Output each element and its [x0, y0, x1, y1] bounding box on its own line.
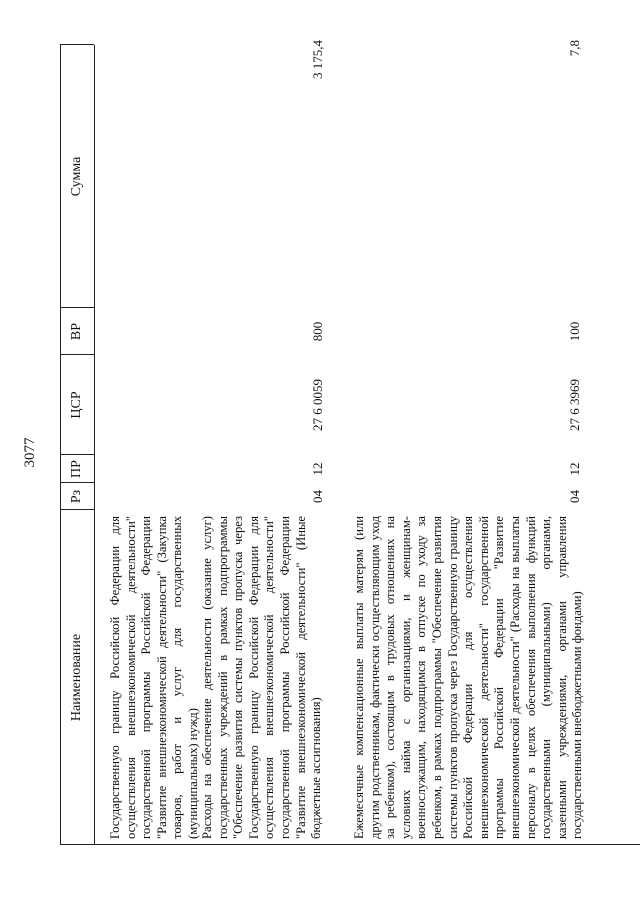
table-row-name: Ежемесячные компенсационные выплаты матерям (или другим родственникам, фактически осуществляющим уход за ребенком), состоящим в трудовых отношениях на условиях найма с организациями, и женщинам-военнослужащим, находящимся в отпуске по уходу за ребенком, в рамках подпрограммы "Обеспечение развития системы пунктов пропуска через Государственную границу Российской Федерации для осуществления внешнеэкономической деятельности" государственной программы Российской Федерации "Развитие внешнеэкономической деятельности" (Расходы на выплаты персоналу в целях обеспечения выполнения функций государственными (муниципальными) органами, казенными учреждениями, органами управления государственными внебюджетными фондами): [352, 516, 585, 839]
table-row-rz: 04: [310, 490, 325, 503]
header-csr: ЦСР: [69, 391, 84, 419]
header-pr: ПР: [69, 460, 84, 478]
table-row-pr: 12: [310, 462, 325, 476]
table-row-csr: 27 6 3969: [567, 379, 582, 431]
table-row-rz: 04: [567, 490, 582, 503]
page-number: 3077: [22, 437, 38, 468]
table-row-sum: 7,8: [567, 40, 582, 57]
table-row-vr: 800: [310, 321, 325, 342]
table-row-csr: 27 6 0059: [310, 379, 325, 431]
table-header-border: [94, 45, 95, 845]
table-row-sum: 3 175,4: [310, 40, 325, 79]
table-left-border: [60, 844, 640, 845]
header-vr: ВР: [69, 322, 84, 341]
header-sum: Сумма: [69, 156, 84, 197]
header-rz: Рз: [69, 489, 84, 504]
table-row-name: Государственную границу Российской Федерации для осуществления внешнеэкономической деятельности" государственной программы Российской Федерации "Развитие внешнеэкономической деятельности" (Закупка товаров, работ и услуг для государственных (муниципальных) нужд): [108, 516, 200, 839]
table-row-vr: 100: [567, 321, 582, 342]
header-name: Наименование: [69, 633, 84, 722]
table-row-name: Расходы на обеспечение деятельности (оказание услуг) государственных учреждений в рамках подпрограммы "Обеспечение развития системы пунктов пропуска через Государственную границу Российской Федерации для осуществления внешнеэкономической деятельности" государственной программы Российской Федерации "Развитие внешнеэкономической деятельности" (Иные бюджетные ассигнования): [200, 516, 324, 839]
table-row-pr: 12: [567, 462, 582, 476]
